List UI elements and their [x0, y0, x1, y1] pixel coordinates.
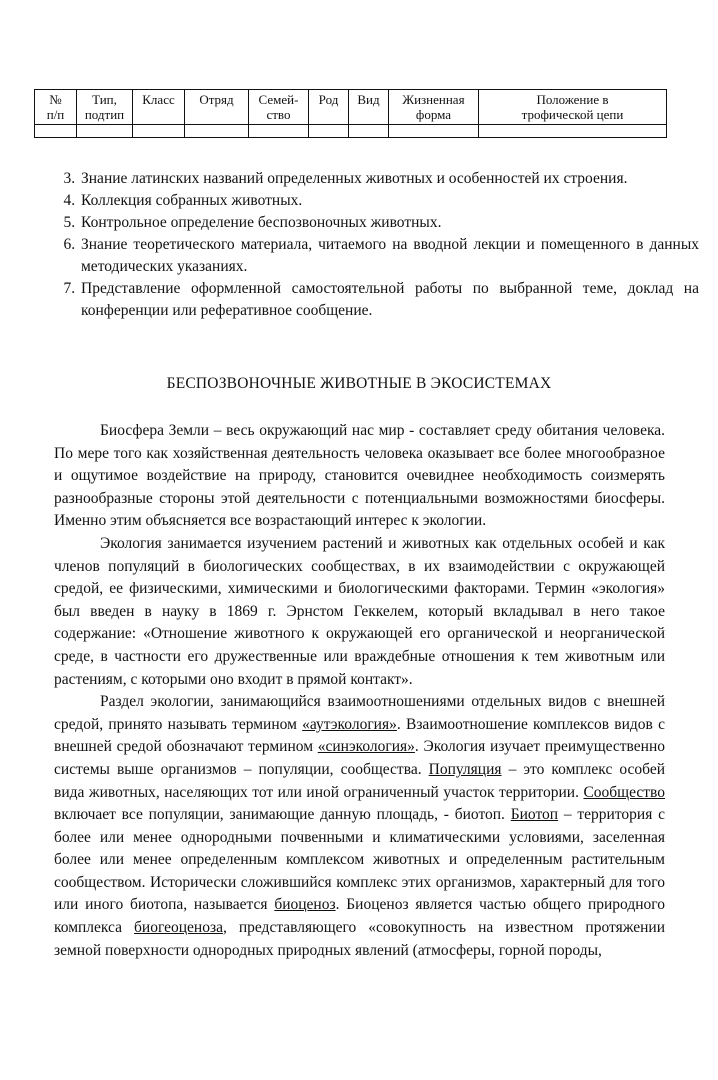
table-row	[35, 125, 667, 138]
paragraph-ecology: Экология занимается изучением растений и животных как отдельных особей и как членов популяций в биологических сообществах, в их взаимодействии с окружающей средой, ее физическими, химическими и биологическими факторами. Термин «экология» был введен в науку в 1869 г. Эрнстом Геккелем, который вкладывал в него такое содержание: «Отношение животного к окружающей его органической и неорганической среде, в частности его дружественные или враждебные отношения к тем животным или растениям, с которыми оно входит в прямой контакт».	[54, 534, 665, 688]
table-header-row	[35, 90, 667, 125]
term-autecology: «аутэкология»	[302, 715, 397, 733]
classification-table	[34, 89, 667, 138]
header-family: Семей- ство	[249, 90, 309, 125]
requirements-list	[54, 168, 699, 322]
header-life-form: Жизненная форма	[389, 90, 479, 125]
header-type: Тип, подтип	[77, 90, 133, 125]
term-biogeocenosis: биогеоценоза	[134, 919, 223, 937]
header-class: Класс	[133, 90, 185, 125]
term-synecology: «синэкология»	[317, 738, 415, 756]
header-genus: Род	[309, 90, 349, 125]
header-trophic-position: Положение в трофической цепи	[479, 90, 667, 125]
term-population: Популяция	[428, 760, 502, 778]
term-biocenosis: биоценоз	[274, 896, 336, 914]
paragraph-terms: Раздел экологии, занимающийся взаимоотношениями отдельных видов с внешней средой, принято называть термином «аутэкология». Взаимоотношение комплексов видов с внешней средой обозначают термином «синэкология». Экология изучает преимущественно системы выше организмов – популяции, сообщества. Популяция – это комплекс особей вида животных, населяющих тот или иной ограниченный участок территории. Сообщество включает все популяции, занимающие данную площадь, - биотоп. Биотоп – территория с более или менее однородными почвенными и климатическими условиями, заселенная более или менее определенным комплексом животных и определенным растительным сообществом. Исторически сложившийся комплекс этих организмов, характерный для того или иного биотопа, называется биоценоз. Биоценоз является частью общего природного комплекса биогеоценоза, представляющего «совокупность на известном протяжении земной поверхности однородных природных явлений (атмосферы, горной породы,	[54, 693, 665, 959]
section-title: БЕСПОЗВОНОЧНЫЕ ЖИВОТНЫЕ В ЭКОСИСТЕМАХ	[166, 375, 552, 392]
header-species: Вид	[349, 90, 389, 125]
term-community: Сообщество	[583, 783, 665, 801]
list-item: 4. Коллекция собранных животных.	[79, 190, 699, 212]
list-item: 7. Представление оформленной самостоятельной работы по выбранной теме, доклад на конференции или реферативное сообщение.	[79, 278, 699, 322]
list-item: 3. Знание латинских названий определенных животных и особенностей их строения.	[79, 168, 699, 190]
header-number: № п/п	[35, 90, 77, 125]
paragraph-biosphere: Биосфера Земли – весь окружающий нас мир - составляет среду обитания человека. По мере того как хозяйственная деятельность человека оказывает все более многообразное и ощутимое воздействие на природу, становится очевиднее необходимость соизмерять разнообразные стороны этой деятельности с потенциальными возможностями биосферы. Именно этим объясняется все возрастающий интерес к экологии.	[54, 422, 665, 530]
body-text	[54, 420, 665, 962]
list-item: 5. Контрольное определение беспозвоночных животных.	[79, 212, 699, 234]
list-item: 6. Знание теоретического материала, читаемого на вводной лекции и помещенного в данных методических указаниях.	[79, 234, 699, 278]
header-order: Отряд	[185, 90, 249, 125]
term-biotope: Биотоп	[510, 806, 559, 824]
